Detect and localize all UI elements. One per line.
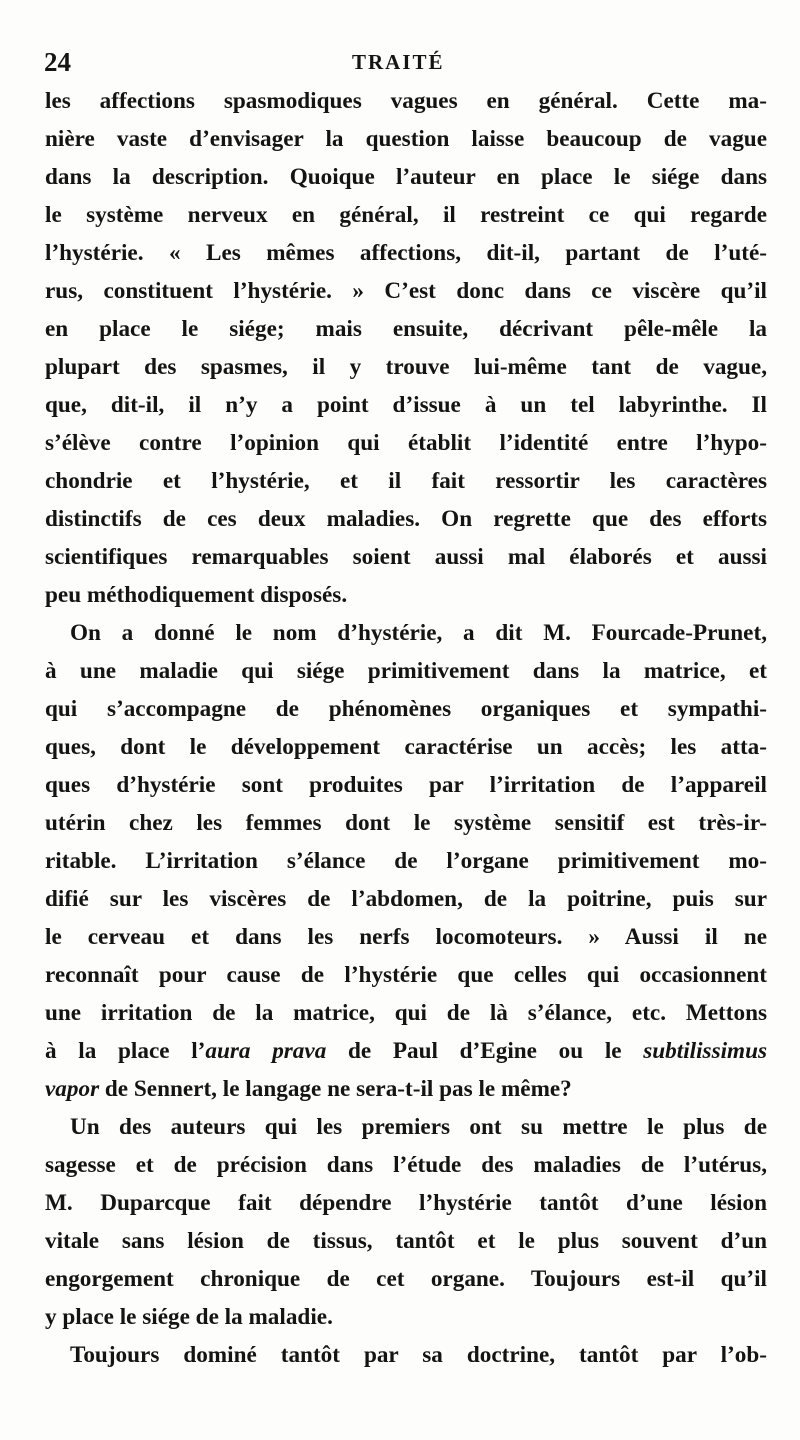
text-line: qui s’accompagne de phénomènes organiques et sympathi- <box>45 696 767 722</box>
text-line: Un des auteurs qui les premiers ont su mettre le plus de <box>70 1114 767 1140</box>
text-line: s’élève contre l’opinion qui établit l’identité entre l’hypo- <box>45 430 767 456</box>
italic-phrase: subtilissimus <box>643 1038 767 1064</box>
text-segment: de Sennert, le langage ne sera-t-il pas le même? <box>99 1076 572 1102</box>
text-line: utérin chez les femmes dont le système sensitif est très-ir- <box>45 810 767 836</box>
text-line: dans la description. Quoique l’auteur en place le siége dans <box>45 164 767 190</box>
text-line: engorgement chronique de cet organe. Toujours est-il qu’il <box>45 1266 767 1292</box>
text-line: ques d’hystérie sont produites par l’irritation de l’appareil <box>45 772 767 798</box>
text-line: reconnaît pour cause de l’hystérie que celles qui occasionnent <box>45 962 767 988</box>
text-segment: de Paul d’Egine ou le <box>326 1038 644 1064</box>
text-line: une irritation de la matrice, qui de là s’élance, etc. Mettons <box>45 1000 767 1026</box>
text-line: scientifiques remarquables soient aussi mal élaborés et aussi <box>45 544 767 570</box>
italic-phrase: vapor <box>45 1076 100 1102</box>
text-line: peu méthodiquement disposés. <box>45 582 348 608</box>
text-line: Toujours dominé tantôt par sa doctrine, tantôt par l’ob- <box>70 1342 767 1368</box>
body-text <box>45 82 767 1374</box>
text-line: difié sur les viscères de l’abdomen, de la poitrine, puis sur <box>45 886 767 912</box>
text-line: à une maladie qui siége primitivement dans la matrice, et <box>45 658 767 684</box>
text-line: rus, constituent l’hystérie. » C’est donc dans ce viscère qu’il <box>45 278 767 304</box>
text-line: M. Duparcque fait dépendre l’hystérie tantôt d’une lésion <box>45 1190 767 1216</box>
text-line: que, dit-il, il n’y a point d’issue à un tel labyrinthe. Il <box>45 392 767 418</box>
text-line: plupart des spasmes, il y trouve lui-même tant de vague, <box>45 354 767 380</box>
italic-phrase: aura prava <box>205 1038 327 1064</box>
text-line: On a donné le nom d’hystérie, a dit M. Fourcade-Prunet, <box>70 620 767 646</box>
text-segment: à la place l’ <box>45 1038 206 1064</box>
text-line: ritable. L’irritation s’élance de l’organe primitivement mo- <box>45 848 767 874</box>
running-title: TRAITÉ <box>352 50 445 74</box>
text-line: sagesse et de précision dans l’étude des maladies de l’utérus, <box>45 1152 767 1178</box>
text-line: le cerveau et dans les nerfs locomoteurs. » Aussi il ne <box>45 924 767 950</box>
text-line: nière vaste d’envisager la question laisse beaucoup de vague <box>45 126 767 152</box>
text-line <box>45 1070 767 1108</box>
text-line: chondrie et l’hystérie, et il fait ressortir les caractères <box>45 468 767 494</box>
text-line: ques, dont le développement caractérise un accès; les atta- <box>45 734 767 760</box>
text-line: le système nerveux en général, il restreint ce qui regarde <box>45 202 767 228</box>
text-line <box>45 1032 767 1070</box>
text-line: l’hystérie. « Les mêmes affections, dit-il, partant de l’uté- <box>45 240 767 266</box>
page-number: 24 <box>44 47 71 77</box>
text-line: les affections spasmodiques vagues en général. Cette ma- <box>45 88 767 114</box>
text-line: distinctifs de ces deux maladies. On regrette que des efforts <box>45 506 767 532</box>
text-line: y place le siége de la maladie. <box>45 1304 333 1330</box>
text-line: vitale sans lésion de tissus, tantôt et le plus souvent d’un <box>45 1228 767 1254</box>
text-line: en place le siége; mais ensuite, décrivant pêle-mêle la <box>45 316 767 342</box>
page-header <box>44 42 756 82</box>
